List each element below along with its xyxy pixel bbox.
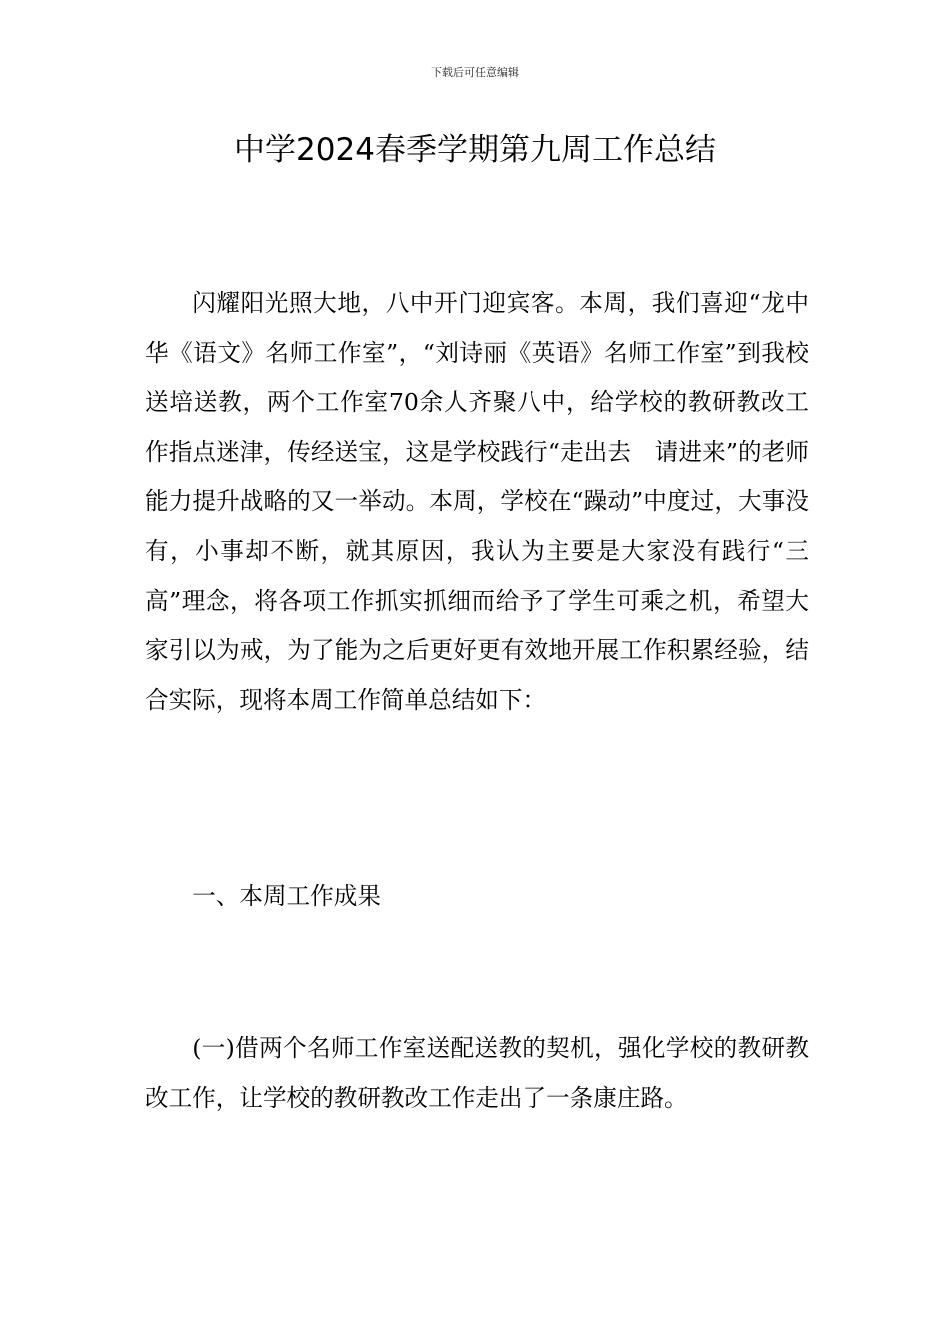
page-header-note: 下载后可任意编辑 [431,66,519,79]
document-title: 中学2024春季学期第九周工作总结 [234,132,716,168]
intro-paragraph: 闪耀阳光照大地，八中开门迎宾客。本周，我们喜迎“龙中华《语文》名师工作室”，“刘诗丽《英语》名师工作室”到我校送培送教，两个工作室70余人齐聚八中，给学校的教研教改工作指点迷津，传经送宝，这是学校践行“走出去 请进来”的老师能力提升战略的又一举动。本周，学校在“躁动”中度过，大事没有，小事却不断，就其原因，我认为主要是大家没有践行“三高”理念，将各项工作抓实抓细而给予了学生可乘之机，希望大家引以为戒，为了能为之后更好更有效地开展工作积累经验，结合实际，现将本周工作简单总结如下： [145,289,809,714]
section-heading: 一、本周工作成果 [192,882,381,910]
point-one-paragraph: (一)借两个名师工作室送配送教的契机，强化学校的教研教改工作，让学校的教研教改工作走出了一条康庄路。 [145,1034,809,1112]
